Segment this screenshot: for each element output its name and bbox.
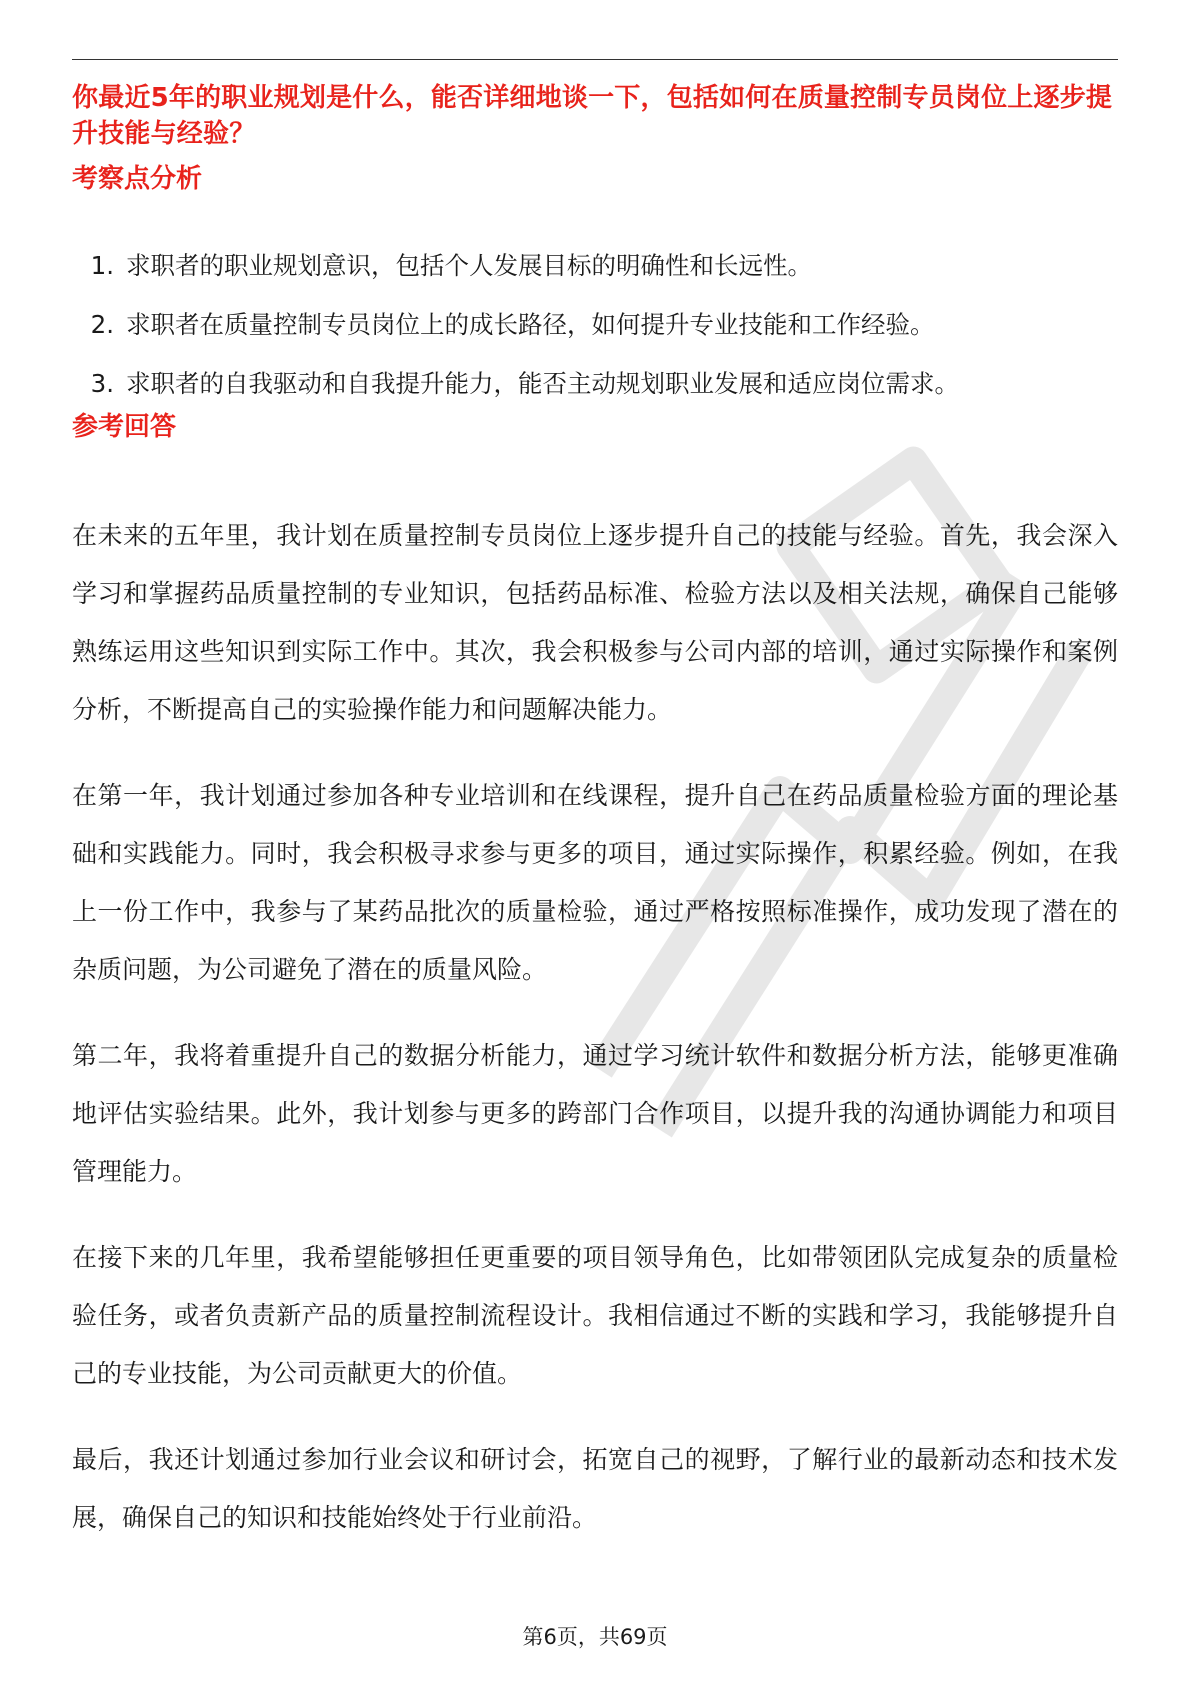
answer-heading: 参考回答 xyxy=(72,412,177,442)
answer-paragraph: 在接下来的几年里，我希望能够担任更重要的项目领导角色，比如带领团队完成复杂的质量检验任务，或者负责新产品的质量控制流程设计。我相信通过不断的实践和学习，我能够提升自己的专业技能，为公司贡献更大的价值。 xyxy=(72,1243,1118,1388)
answer-paragraph: 第二年，我将着重提升自己的数据分析能力，通过学习统计软件和数据分析方法，能够更准确地评估实验结果。此外，我计划参与更多的跨部门合作项目，以提升我的沟通协调能力和项目管理能力。 xyxy=(72,1041,1118,1186)
list-item-text: 求职者的自我驱动和自我提升能力，能否主动规划职业发展和适应岗位需求。 xyxy=(126,369,959,398)
list-item-number: 3. xyxy=(90,369,114,398)
analysis-points-list xyxy=(72,248,1118,425)
list-item xyxy=(72,307,1118,366)
list-item-text: 求职者在质量控制专员岗位上的成长路径，如何提升专业技能和工作经验。 xyxy=(126,310,935,339)
page-footer: 第6页，共69页 xyxy=(522,1625,668,1649)
top-divider xyxy=(72,59,1118,60)
question-title: 你最近5年的职业规划是什么，能否详细地谈一下，包括如何在质量控制专员岗位上逐步提升技能与经验？ xyxy=(72,83,1113,149)
list-item-number: 1. xyxy=(90,251,114,280)
analysis-heading: 考察点分析 xyxy=(72,164,203,194)
answer-paragraph: 最后，我还计划通过参加行业会议和研讨会，拓宽自己的视野，了解行业的最新动态和技术发展，确保自己的知识和技能始终处于行业前沿。 xyxy=(72,1445,1118,1532)
answer-body xyxy=(72,507,1118,1575)
list-item-number: 2. xyxy=(90,310,114,339)
list-item-text: 求职者的职业规划意识，包括个人发展目标的明确性和长远性。 xyxy=(126,251,812,280)
answer-paragraph: 在未来的五年里，我计划在质量控制专员岗位上逐步提升自己的技能与经验。首先，我会深入学习和掌握药品质量控制的专业知识，包括药品标准、检验方法以及相关法规，确保自己能够熟练运用这些知识到实际工作中。其次，我会积极参与公司内部的培训，通过实际操作和案例分析，不断提高自己的实验操作能力和问题解决能力。 xyxy=(72,521,1118,724)
list-item xyxy=(72,366,1118,425)
list-item xyxy=(72,248,1118,307)
answer-paragraph: 在第一年，我计划通过参加各种专业培训和在线课程，提升自己在药品质量检验方面的理论基础和实践能力。同时，我会积极寻求参与更多的项目，通过实际操作，积累经验。例如，在我上一份工作中，我参与了某药品批次的质量检验，通过严格按照标准操作，成功发现了潜在的杂质问题，为公司避免了潜在的质量风险。 xyxy=(72,781,1118,984)
